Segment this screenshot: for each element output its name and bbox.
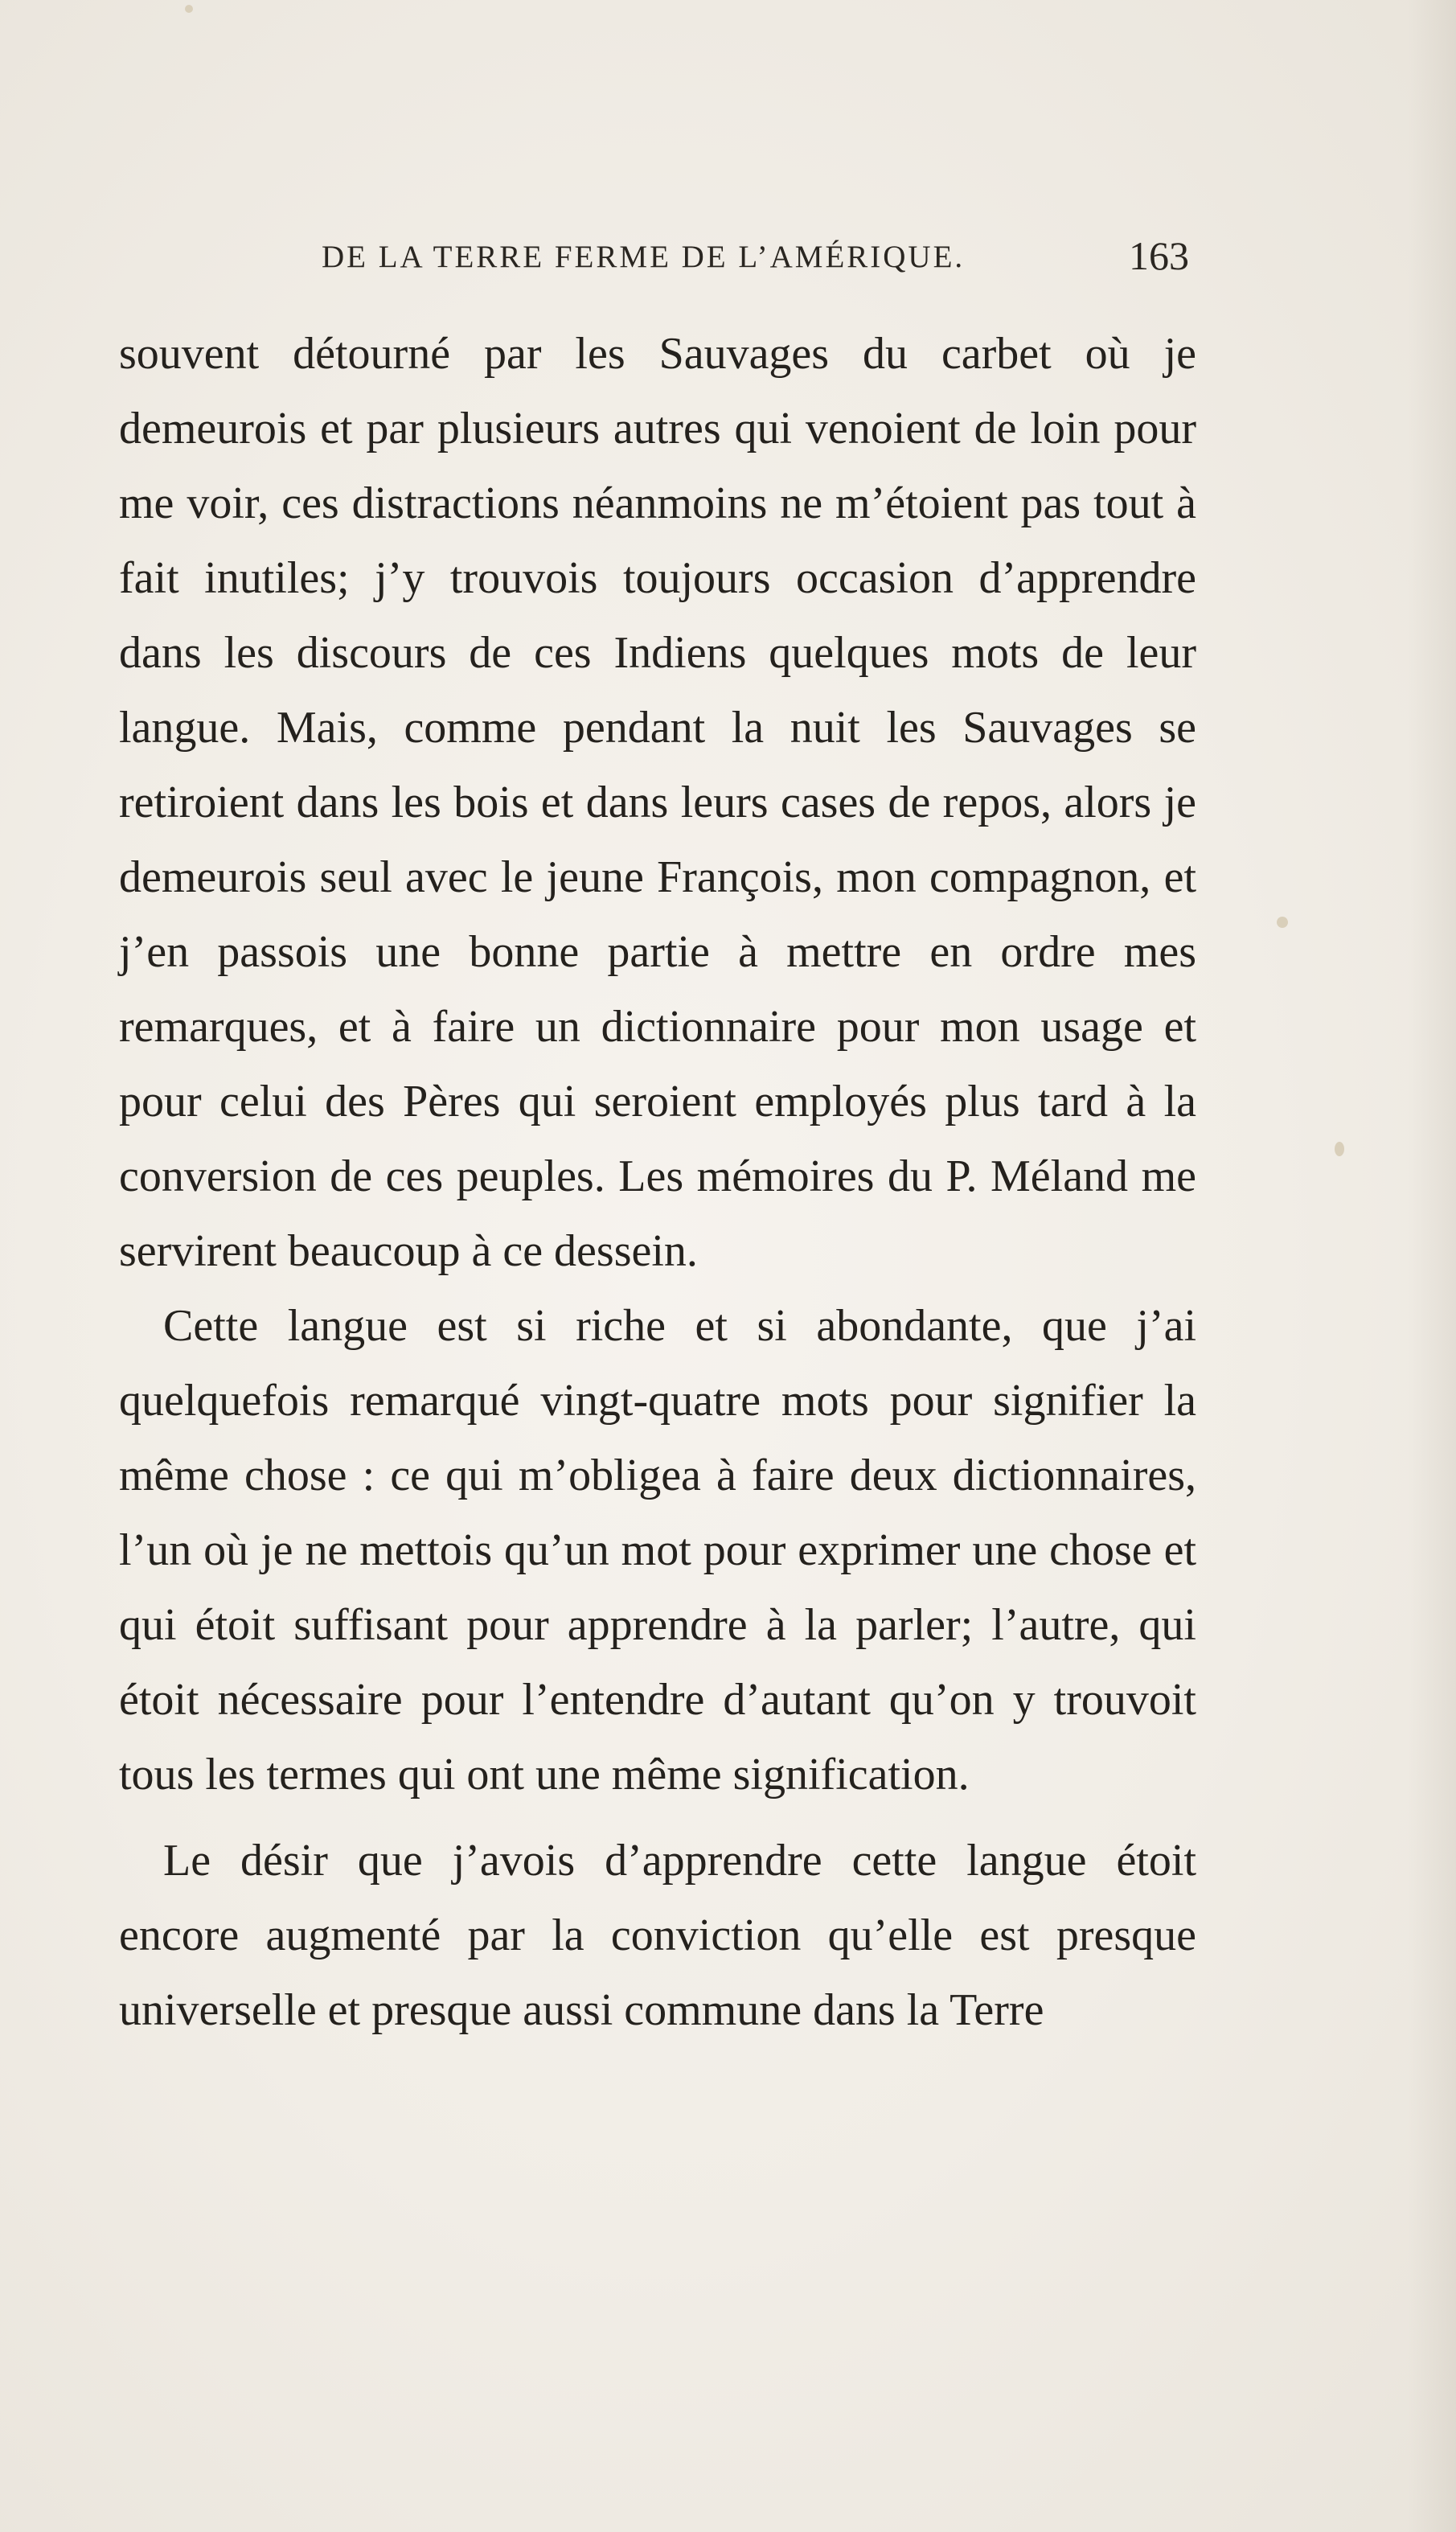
running-title: DE LA TERRE FERME DE L’AMÉRIQUE.: [322, 240, 966, 274]
paragraph: Le désir que j’avois d’apprendre cette langue étoit encore augmenté par la conviction qu’elle est presque universelle et presque aussi commune dans la Terre: [119, 1836, 1196, 2035]
paragraph: Cette langue est si riche et si abondante, que j’ai quelquefois remarqué vingt-quatre mots pour signifier la même chose : ce qui m’obligea à faire deux dictionnaires, l’un où je ne mettois qu’un mot pour exprimer une chose et qui étoit suffisant pour apprendre à la parler; l’autre, qui étoit nécessaire pour l’entendre d’autant qu’on y trouvoit tous les termes qui ont une même signification.: [119, 1301, 1196, 1799]
page-number: 163: [1129, 233, 1189, 278]
page-edge-shadow: [1408, 0, 1456, 2532]
body-text: [119, 317, 1196, 2048]
paper-speck: [1335, 1142, 1344, 1156]
paragraph: souvent détourné par les Sauvages du carbet où je demeurois et par plusieurs autres qui venoient de loin pour me voir, ces distractions néanmoins ne m’étoient pas tout à fait inutiles; j’y trouvois toujours occasion d’apprendre dans les discours de ces Indiens quelques mots de leur langue. Mais, comme pendant la nuit les Sauvages se retiroient dans les bois et dans leurs cases de repos, alors je demeurois seul avec le jeune François, mon compagnon, et j’en passois une bonne partie à mettre en ordre mes remarques, et à faire un dictionnaire pour mon usage et pour celui des Pères qui seroient employés plus tard à la conversion de ces peuples. Les mémoires du P. Méland me servirent beaucoup à ce dessein.: [119, 329, 1196, 1276]
paper-speck: [185, 5, 193, 13]
running-header: [0, 233, 1456, 281]
paper-speck: [1277, 917, 1288, 928]
